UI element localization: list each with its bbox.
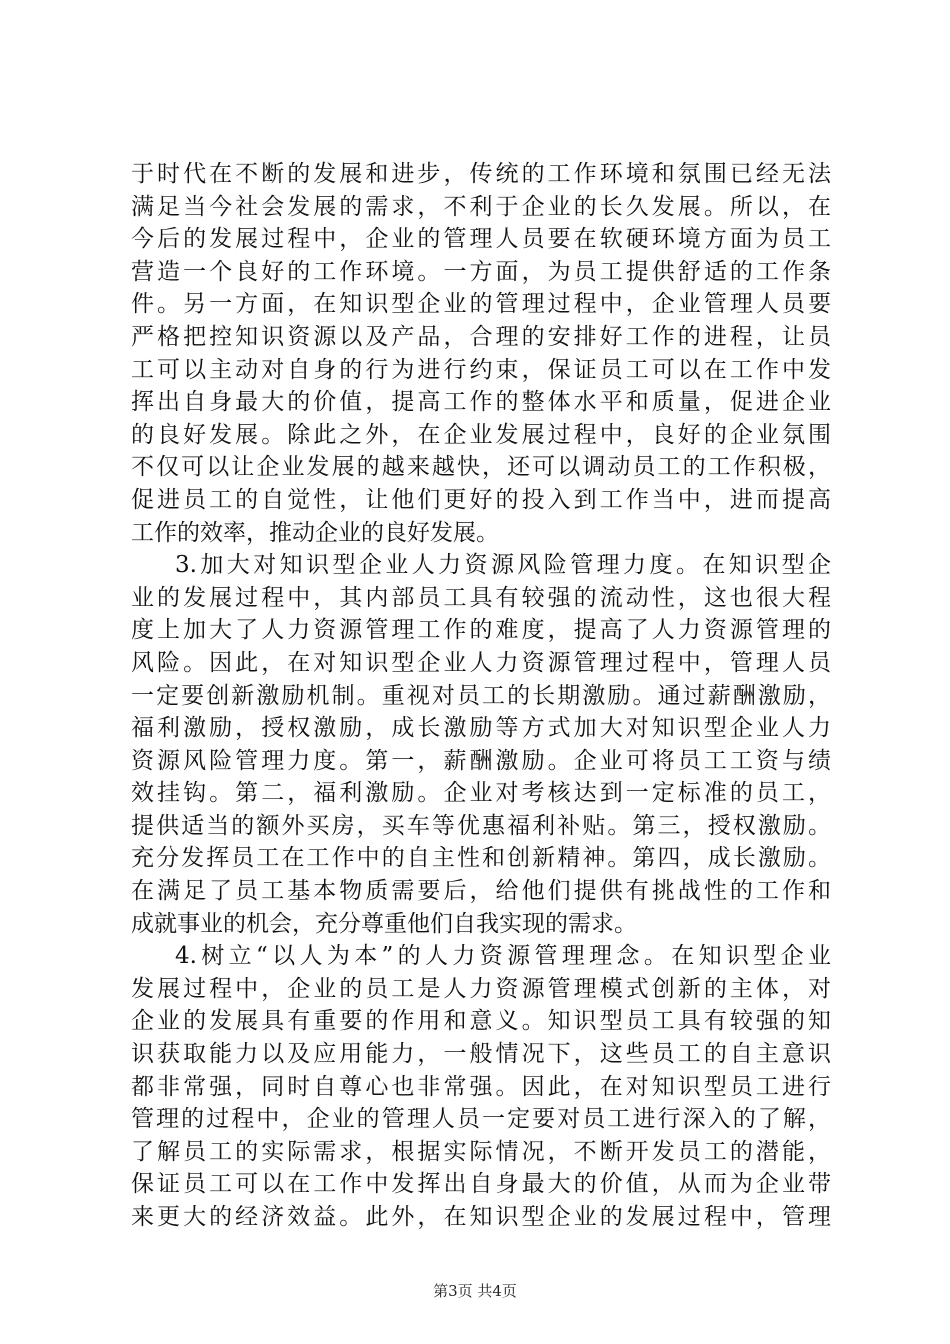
text-line: 充分发挥员工在工作中的自主性和创新精神。第四，成长激励。 (131, 845, 831, 872)
text-line: 促进员工的自觉性，让他们更好的投入到工作当中，进而提高 (131, 486, 831, 513)
text-line: 风险。因此，在对知识型企业人力资源管理过程中，管理人员 (131, 649, 831, 676)
text-line: 效挂钩。第二，福利激励。企业对考核达到一定标准的员工， (131, 780, 831, 807)
text-line: 保证员工可以在工作中发挥出自身最大的价值，从而为企业带 (131, 1171, 831, 1198)
text-line: 不仅可以让企业发展的越来越快，还可以调动员工的工作积极， (131, 454, 831, 481)
text-line: 的良好发展。除此之外，在企业发展过程中，良好的企业氛围 (131, 421, 831, 448)
text-line: 福利激励，授权激励，成长激励等方式加大对知识型企业人力 (131, 715, 831, 742)
body-text (131, 158, 831, 1234)
text-line: 度上加大了人力资源管理工作的难度，提高了人力资源管理的 (131, 617, 831, 644)
text-line: 严格把控知识资源以及产品，合理的安排好工作的进程，让员 (131, 323, 831, 350)
text-line: 业的发展过程中，其内部员工具有较强的流动性，这也很大程 (131, 584, 831, 611)
text-line: 工作的效率，推动企业的良好发展。 (131, 519, 499, 546)
text-line: 挥出自身最大的价值，提高工作的整体水平和质量，促进企业 (131, 389, 831, 416)
text-line: 营造一个良好的工作环境。一方面，为员工提供舒适的工作条 (131, 258, 831, 285)
text-line: 来更大的经济效益。此外，在知识型企业的发展过程中，管理 (131, 1204, 831, 1230)
text-line: 资源风险管理力度。第一，薪酬激励。企业可将员工工资与绩 (131, 747, 831, 774)
text-line: 识获取能力以及应用能力，一般情况下，这些员工的自主意识 (131, 1041, 831, 1068)
text-line: 企业的发展具有重要的作用和意义。知识型员工具有较强的知 (131, 1008, 831, 1035)
text-line: 一定要创新激励机制。重视对员工的长期激励。通过薪酬激励， (131, 682, 831, 709)
text-line: 4.树立“以人为本”的人力资源管理理念。在知识型企业 (175, 943, 831, 970)
text-line: 提供适当的额外买房，买车等优惠福利补贴。第三，授权激励。 (131, 812, 831, 839)
text-line: 在满足了员工基本物质需要后，给他们提供有挑战性的工作和 (131, 878, 831, 905)
text-line: 都非常强，同时自尊心也非常强。因此，在对知识型员工进行 (131, 1073, 831, 1100)
text-line: 发展过程中，企业的员工是人力资源管理模式创新的主体，对 (131, 975, 831, 1002)
text-line: 件。另一方面，在知识型企业的管理过程中，企业管理人员要 (131, 291, 831, 318)
text-line: 管理的过程中，企业的管理人员一定要对员工进行深入的了解， (131, 1106, 831, 1133)
text-line: 成就事业的机会，充分尊重他们自我实现的需求。 (131, 910, 637, 937)
text-line: 满足当今社会发展的需求，不利于企业的长久发展。所以，在 (131, 193, 831, 220)
page-footer: 第3页 共4页 (433, 1282, 517, 1300)
text-line: 3.加大对知识型企业人力资源风险管理力度。在知识型企 (175, 552, 831, 579)
text-line: 工可以主动对自身的行为进行约束，保证员工可以在工作中发 (131, 356, 831, 383)
text-line: 了解员工的实际需求，根据实际情况，不断开发员工的潜能， (131, 1138, 831, 1165)
text-line: 于时代在不断的发展和进步，传统的工作环境和氛围已经无法 (131, 161, 831, 187)
text-line: 今后的发展过程中，企业的管理人员要在软硬环境方面为员工 (131, 226, 831, 253)
